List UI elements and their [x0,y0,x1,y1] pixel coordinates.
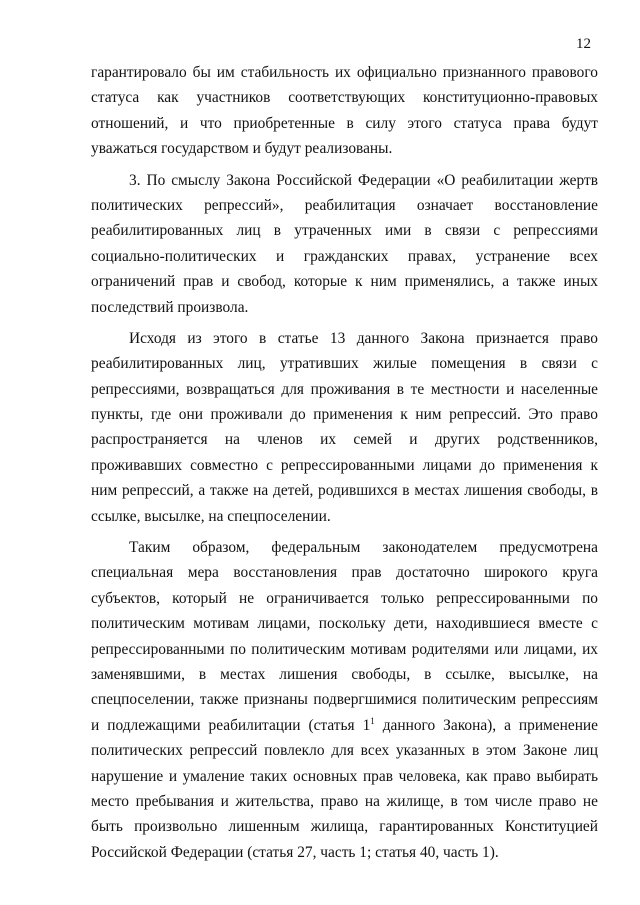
line-text: уважаться государством и будут реализованы. [91,140,393,158]
text-line [91,637,598,662]
text-line [91,662,598,687]
line-text: политическим мотивам лицами, поскольку дети, находившиеся вместе с [91,615,598,633]
text-line [91,453,598,478]
text-line [91,326,598,351]
line-text: ограничений прав и свобод, которые к ним применялись, а также иных [91,273,598,291]
text-line [91,60,598,85]
line-text: Таким образом, федеральным законодателем предусмотрена [129,539,598,557]
text-line [91,535,598,560]
text-line [91,193,598,218]
line-text: нарушение и умаление таких основных прав человека, как право выбирать [91,767,598,785]
line-text: отношений, и что приобретенные в силу этого статуса права будут [91,114,598,132]
text-line [91,168,598,193]
line-text: проживавших совместно с репрессированными лицами до применения к [91,456,598,474]
line-text: ним репрессий, а также на детей, родившихся в местах лишения свободы, в [91,482,598,500]
line-text: политических репрессий повлекло для всех указанных в этом Законе лиц [91,742,598,760]
text-line [91,136,598,161]
text-line [91,814,598,839]
line-text: социально-политических и гражданских правах, устранение всех [91,247,598,265]
line-text: репрессиями, возвращаться для проживания в те местности и населенные [91,380,598,398]
text-line [91,560,598,585]
line-text: заменявшими, в местах лишения свободы, в ссылке, высылке, на [91,665,598,683]
line-text: пункты, где они проживали до применения к ним репрессий. Это право [91,406,598,424]
text-line [91,840,598,865]
text-line [91,402,598,427]
superscript: 1 [370,715,375,726]
text-line [91,377,598,402]
text-line [91,111,598,136]
text-line [91,713,598,738]
line-text: реабилитированных лиц в утраченных ими в связи с репрессиями [91,222,598,240]
line-text: ссылке, высылке, на спецпоселении. [91,507,331,525]
page-number: 12 [576,36,591,52]
line-text: статуса как участников соответствующих конституционно-правовых [91,89,598,107]
text-line [91,269,598,294]
line-text: реабилитированных лиц, утративших жилые помещения в связи с [91,355,598,373]
text-line [91,789,598,814]
text-line [91,478,598,503]
text-line [91,427,598,452]
text-line [91,611,598,636]
text-line [91,351,598,376]
line-text: место пребывания и жительства, право на жилище, в том числе право не [91,792,598,810]
line-text: субъектов, который не ограничивается только репрессированными по [91,589,598,607]
line-text: политических репрессий», реабилитация означает восстановление [91,196,598,214]
line-text: спецпоселении, также признаны подвергшимися политическим репрессиям [91,691,598,709]
line-text: и подлежащими реабилитации (статья 1 [91,716,371,734]
line-text: быть произвольно лишенным жилища, гарантированных Конституцией [91,818,598,836]
line-text: гарантировало бы им стабильность их официально признанного правового [91,64,598,81]
text-line [91,504,598,529]
text-line [91,687,598,712]
line-text-continued: данного Закона), а применение [374,716,598,734]
text-line [91,295,598,320]
line-text: Российской Федерации (статья 27, часть 1; статья 40, часть 1). [91,843,499,861]
text-line [91,85,598,110]
text-line [91,738,598,763]
text-line [91,218,598,243]
text-line [91,764,598,789]
line-text: 3. По смыслу Закона Российской Федерации «О реабилитации жертв [129,171,598,189]
text-line [91,244,598,269]
line-text: специальная мера восстановления прав достаточно широкого круга [91,564,598,582]
document-body [91,60,598,865]
line-text: Исходя из этого в статье 13 данного Закона признается право [129,329,598,347]
line-text: репрессированными по политическим мотивам родителями или лицами, их [91,640,598,658]
line-text: распространяется на членов их семей и других родственников, [91,431,598,449]
line-text: последствий произвола. [91,298,249,316]
text-line [91,586,598,611]
